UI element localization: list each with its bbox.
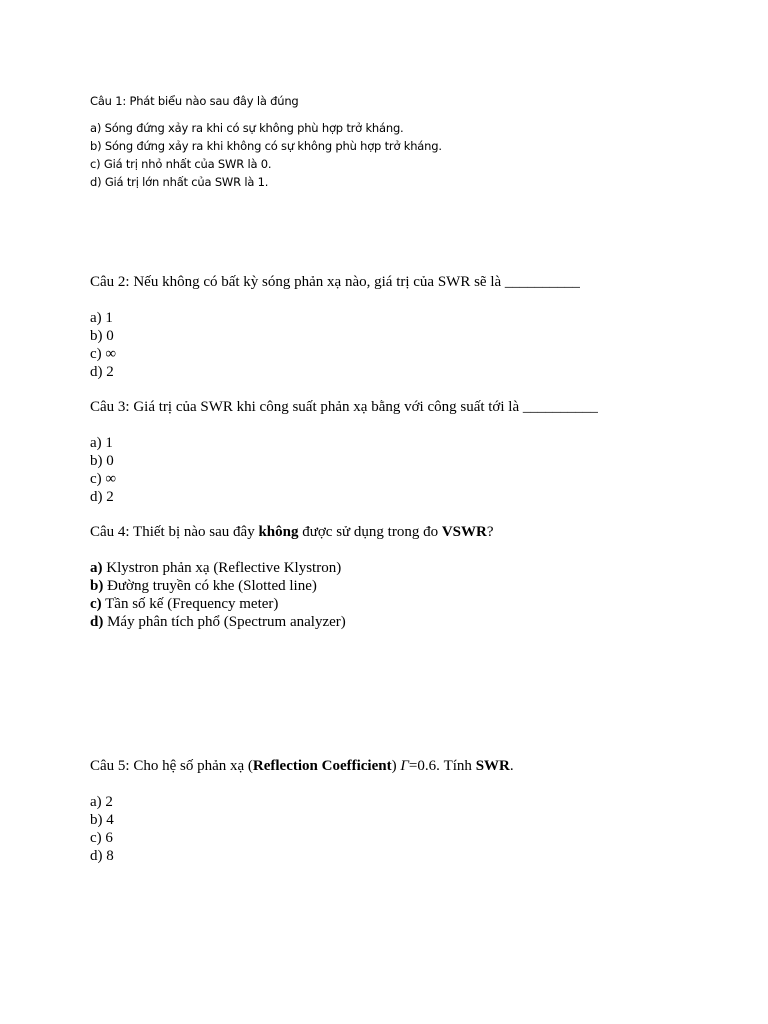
question-2-option-c: c) ∞ bbox=[90, 346, 117, 362]
question-5-title-swr: SWR bbox=[475, 758, 510, 774]
option-text: Klystron phản xạ (Reflective Klystron) bbox=[102, 560, 342, 576]
question-5-option-c: c) 6 bbox=[90, 830, 113, 846]
question-5-option-a: a) 2 bbox=[90, 794, 113, 810]
question-5-title-mid2: =0.6. Tính bbox=[408, 758, 476, 774]
question-4-title-pre: Câu 4: Thiết bị nào sau đây bbox=[90, 524, 259, 540]
question-5-title-mid: ) bbox=[391, 758, 401, 774]
question-5-option-b: b) 4 bbox=[90, 812, 114, 828]
question-1-option-d: d) Giá trị lớn nhất của SWR là 1. bbox=[90, 175, 269, 189]
question-4 bbox=[90, 523, 494, 631]
question-3 bbox=[90, 398, 598, 506]
question-1-option-b: b) Sóng đứng xảy ra khi không có sự không phù hợp trở kháng. bbox=[90, 139, 442, 153]
question-1 bbox=[90, 92, 442, 191]
gamma-symbol: Γ bbox=[400, 758, 409, 774]
option-text: Đường truyền có khe (Slotted line) bbox=[103, 578, 317, 594]
question-1-option-a: a) Sóng đứng xảy ra khi có sự không phù hợp trở kháng. bbox=[90, 121, 404, 135]
question-2 bbox=[90, 273, 580, 381]
question-4-option-d bbox=[90, 613, 494, 631]
question-2-title: Câu 2: Nếu không có bất kỳ sóng phản xạ nào, giá trị của SWR sẽ là __________ bbox=[90, 274, 580, 290]
question-5-title-reflection-coefficient: Reflection Coefficient bbox=[252, 758, 392, 774]
question-1-option-c: c) Giá trị nhỏ nhất của SWR là 0. bbox=[90, 157, 272, 171]
option-letter: c) bbox=[90, 596, 102, 612]
question-1-title: Câu 1: Phát biểu nào sau đây là đúng bbox=[90, 94, 299, 108]
question-3-option-c: c) ∞ bbox=[90, 471, 117, 487]
question-2-option-a: a) 1 bbox=[90, 310, 113, 326]
question-2-option-b: b) 0 bbox=[90, 328, 114, 344]
question-3-option-a: a) 1 bbox=[90, 435, 113, 451]
option-text: Tần số kế (Frequency meter) bbox=[101, 596, 279, 612]
option-text: Máy phân tích phổ (Spectrum analyzer) bbox=[103, 614, 346, 630]
question-4-option-b bbox=[90, 577, 494, 595]
question-5-title bbox=[90, 757, 514, 775]
question-5-title-pre: Câu 5: Cho hệ số phản xạ ( bbox=[90, 758, 253, 774]
option-letter: a) bbox=[90, 560, 103, 576]
question-5-option-d: d) 8 bbox=[90, 848, 114, 864]
question-3-option-d: d) 2 bbox=[90, 489, 114, 505]
question-2-option-d: d) 2 bbox=[90, 364, 114, 380]
question-5 bbox=[90, 757, 514, 865]
question-3-option-b: b) 0 bbox=[90, 453, 114, 469]
question-4-title-vswr: VSWR bbox=[441, 524, 487, 540]
question-4-title-post: ? bbox=[486, 524, 494, 540]
question-4-option-a bbox=[90, 559, 494, 577]
question-5-title-post: . bbox=[509, 758, 514, 774]
question-4-title-emphasis: không bbox=[258, 524, 299, 540]
question-4-title-mid: được sử dụng trong đo bbox=[298, 524, 442, 540]
question-3-title: Câu 3: Giá trị của SWR khi công suất phản xạ bằng với công suất tới là __________ bbox=[90, 399, 598, 415]
option-letter: b) bbox=[90, 578, 104, 594]
option-letter: d) bbox=[90, 614, 104, 630]
question-4-title bbox=[90, 523, 494, 541]
question-4-option-c bbox=[90, 595, 494, 613]
